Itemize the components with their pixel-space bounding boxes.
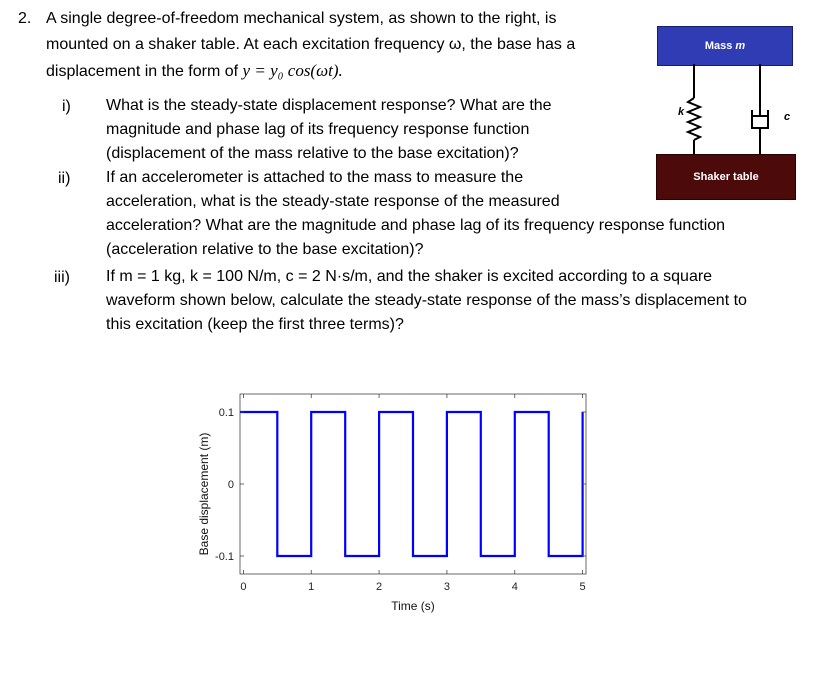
part-iii-label: iii) bbox=[54, 269, 70, 286]
x-axis-label: Time (s) bbox=[391, 599, 435, 613]
part-iii-line: waveform shown below, calculate the steady-state response of the mass’s displacement to bbox=[106, 292, 747, 309]
part-ii-label: ii) bbox=[58, 170, 71, 187]
y-tick-label: 0 bbox=[227, 479, 234, 491]
spring-icon bbox=[688, 64, 700, 154]
shaker-table bbox=[656, 154, 796, 200]
stem-line: mounted on a shaker table. At each excitation frequency ω, the base has a bbox=[46, 36, 576, 53]
question-number: 2. bbox=[18, 10, 32, 27]
x-tick-label: 4 bbox=[511, 581, 518, 593]
mass-symbol: m bbox=[735, 40, 746, 52]
part-ii-line: If an accelerometer is attached to the mass to measure the bbox=[106, 169, 524, 186]
damper-icon bbox=[752, 64, 768, 154]
part-iii-line: this excitation (keep the first three terms)? bbox=[106, 316, 404, 333]
question-stem bbox=[46, 6, 606, 85]
x-tick-label: 0 bbox=[240, 581, 247, 593]
y-tick-label: -0.1 bbox=[215, 551, 234, 563]
x-tick-label: 2 bbox=[376, 581, 383, 593]
y-axis-label: Base displacement (m) bbox=[197, 432, 211, 556]
stem-line: displacement in the form of bbox=[46, 63, 239, 80]
mass-label: Mass bbox=[704, 40, 733, 52]
part-iii-line: If m = 1 kg, k = 100 N/m, c = 2 N·s/m, and the shaker is excited according to a square bbox=[106, 268, 713, 285]
spring-label: k bbox=[678, 106, 685, 118]
part-i-line: (displacement of the mass relative to the base excitation)? bbox=[106, 145, 519, 162]
x-tick-label: 5 bbox=[579, 581, 586, 593]
y-tick-label: 0.1 bbox=[218, 407, 234, 419]
part-i-line: magnitude and phase lag of its frequency response function bbox=[106, 121, 530, 138]
part-i-label: i) bbox=[62, 98, 71, 115]
base-displacement-chart bbox=[190, 380, 610, 630]
stem-line: A single degree-of-freedom mechanical system, as shown to the right, is bbox=[46, 10, 557, 27]
part-ii-line: (acceleration relative to the base excitation)? bbox=[106, 241, 424, 258]
stem-line-with-formula bbox=[46, 58, 606, 85]
sdof-diagram bbox=[650, 26, 795, 206]
part-ii-line: acceleration? What are the magnitude and phase lag of its frequency response function bbox=[106, 217, 726, 234]
x-tick-label: 3 bbox=[443, 581, 450, 593]
part-ii-line: acceleration, what is the steady-state response of the measured bbox=[106, 193, 560, 210]
shaker-table-label: Shaker table bbox=[693, 171, 759, 183]
base-displacement-formula: y = y₀ cos(ωt). bbox=[242, 61, 343, 80]
mass-block bbox=[657, 26, 793, 66]
chart-svg bbox=[190, 380, 610, 630]
damper-label: c bbox=[784, 111, 791, 123]
part-i-line: What is the steady-state displacement response? What are the bbox=[106, 97, 552, 114]
x-tick-label: 1 bbox=[308, 581, 315, 593]
